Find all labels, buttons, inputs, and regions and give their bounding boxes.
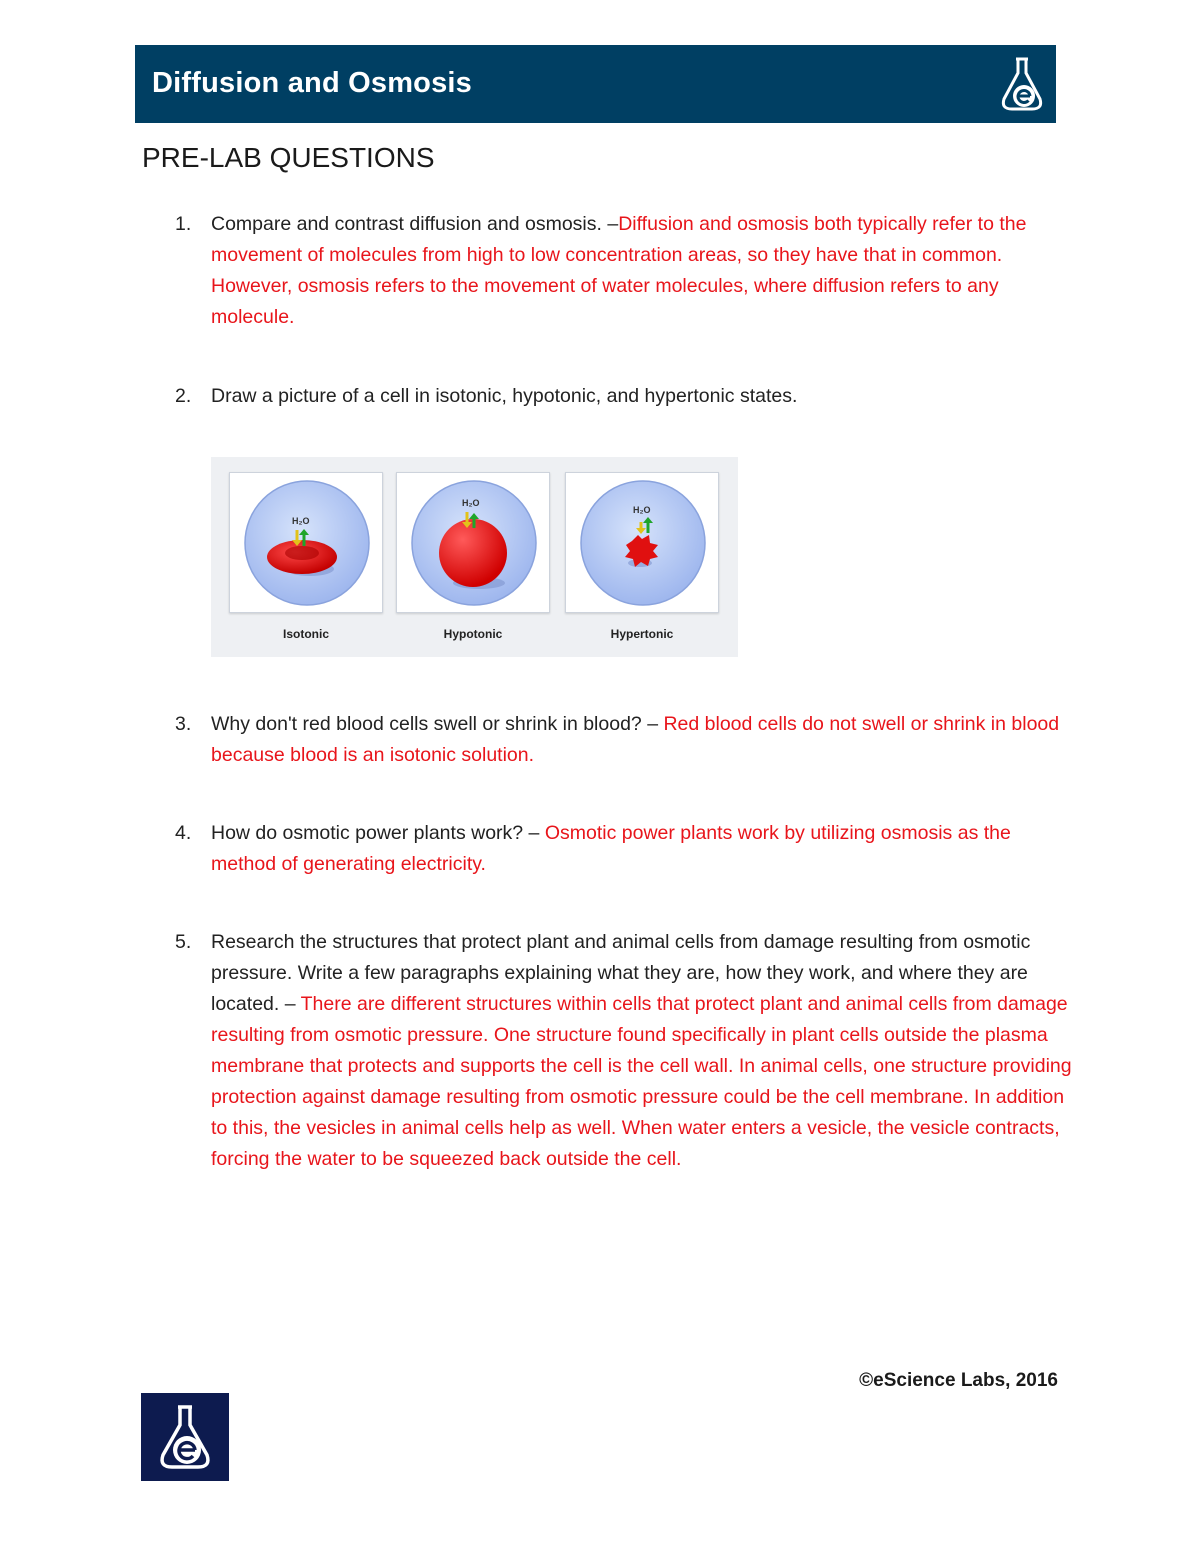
question-4 — [142, 818, 1072, 880]
question-number: 5. — [175, 931, 192, 953]
question-number: 2. — [175, 385, 192, 407]
footer-logo — [141, 1393, 229, 1481]
water-label: H₂O — [462, 498, 480, 508]
question-number: 4. — [175, 822, 192, 844]
question-3 — [142, 709, 1072, 771]
isotonic-panel — [229, 472, 383, 613]
question-number: 1. — [175, 213, 192, 235]
question-1 — [142, 209, 1072, 333]
question-prompt: Research the structures that protect plant and animal cells from damage resulting from osmotic pressure. Write a few paragraphs explaining what they are, how they work, and where they are located. – — [211, 931, 1031, 1015]
hypotonic-panel — [396, 472, 550, 613]
question-prompt: Compare and contrast diffusion and osmosis. – — [211, 213, 619, 235]
copyright-text: ©eScience Labs, 2016 — [859, 1370, 1058, 1391]
hypotonic-label: Hypotonic — [443, 627, 503, 641]
hypertonic-panel — [565, 472, 719, 613]
answer-text: There are different structures within cells that protect plant and animal cells from damage resulting from osmotic pressure. One structure found specifically in plant cells outside the plasma membrane that protects and supports the cell is the cell wall. In animal cells, one structure providing protection against damage resulting from osmotic pressure could be the cell membrane. In addition to this, the vesicles in animal cells help as well. When water enters a vesicle, the vesicle contracts, forcing the water to be squeezed back outside the cell. — [211, 993, 1072, 1170]
water-label: H₂O — [292, 516, 310, 526]
question-prompt: Why don't red blood cells swell or shrink in blood? – — [211, 713, 659, 735]
answer-text: Diffusion and osmosis both typically refer to the movement of molecules from high to low concentration areas, so they have that in common. However, osmosis refers to the movement of water molecules, where diffusion refers to any molecule. — [211, 213, 1027, 328]
flask-e-logo-icon — [998, 53, 1046, 115]
question-2 — [142, 381, 1072, 412]
hypertonic-label: Hypertonic — [610, 627, 674, 641]
question-5 — [142, 927, 1072, 1175]
document-title: Diffusion and Osmosis — [152, 67, 473, 99]
isotonic-label: Isotonic — [282, 627, 329, 641]
answer-text: Osmotic power plants work by utilizing osmosis as the method of generating electricity. — [211, 822, 1011, 875]
question-prompt: Draw a picture of a cell in isotonic, hypotonic, and hypertonic states. — [211, 385, 798, 407]
tonicity-figure — [211, 457, 738, 657]
section-title: PRE-LAB QUESTIONS — [142, 142, 435, 173]
question-number: 3. — [175, 713, 192, 735]
water-label: H₂O — [633, 505, 651, 515]
header-bar — [135, 45, 1056, 123]
question-prompt: How do osmotic power plants work? – — [211, 822, 540, 844]
answer-text: Red blood cells do not swell or shrink in blood because blood is an isotonic solution. — [211, 713, 1060, 766]
flask-e-logo-icon — [141, 1393, 229, 1481]
